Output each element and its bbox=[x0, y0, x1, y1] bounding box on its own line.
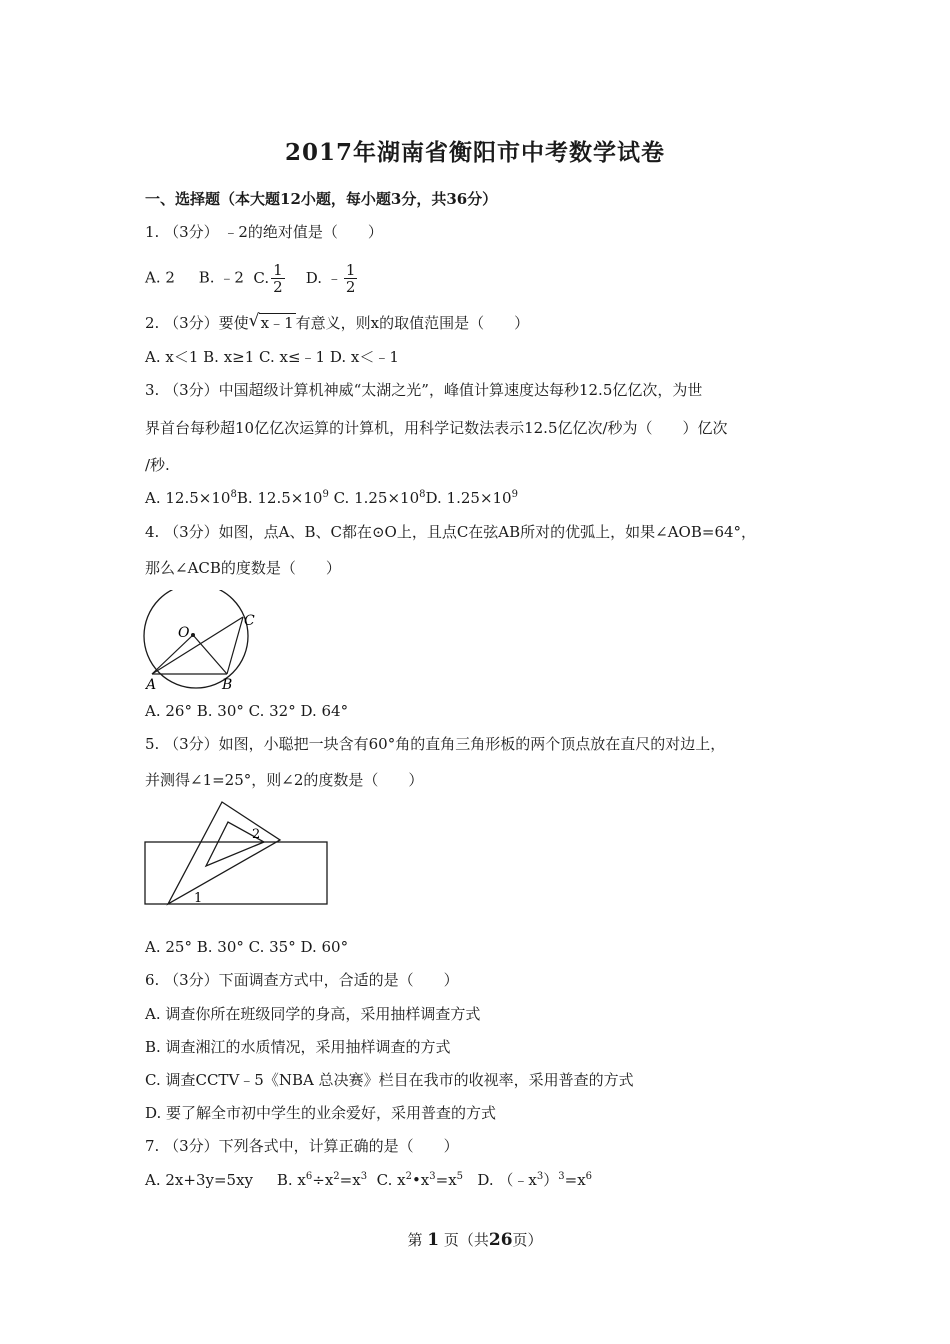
q7-option-c: C. $x^2•x^3=x^5$ bbox=[376, 1171, 464, 1189]
question-6-stem: 6. （3分）下面调查方式中，合适的是（ ） bbox=[145, 971, 459, 989]
question-6-option-a: A. 调查你所在班级同学的身高，采用抽样调查方式 bbox=[145, 1005, 481, 1023]
angle-1-label: 1 bbox=[194, 891, 203, 906]
page-title: 2017年湖南省衡阳市中考数学试卷 bbox=[284, 139, 665, 166]
q7-option-b: B. $x^6\div x^2=x^3$ bbox=[276, 1171, 368, 1189]
question-4-line-1: 4. （3分）如图，点A、B、C都在⊙O上，且点C在弦AB所对的优弧上，如果∠AOB=64°， bbox=[145, 523, 757, 541]
label-a: A bbox=[146, 677, 157, 693]
question-6-option-c: C. 调查CCTV﹣5《NBA 总决赛》栏目在我市的收视率，采用普查的方式 bbox=[145, 1071, 634, 1089]
question-7-options bbox=[145, 1170, 592, 1190]
q1-option-b: B. ﹣2 bbox=[198, 268, 244, 287]
q1-option-a: A. 2 bbox=[145, 268, 175, 287]
q1-option-d: D. ﹣ $\frac{1}{2}$ bbox=[305, 261, 356, 296]
question-6-option-d: D. 要了解全市初中学生的业余爱好，采用普查的方式 bbox=[145, 1104, 497, 1122]
current-page-number: 1 bbox=[427, 1230, 440, 1250]
question-2-options: A. x＜1 B. x≥1 C. x≤﹣1 D. x＜﹣1 bbox=[145, 348, 399, 366]
angle-2-label: 2 bbox=[252, 827, 261, 842]
question-3-options: A. $12.5\times 10^8B$. $12.5\times 10^9$ C. $1.25\times 10^8D$. $1.25\times 10^9$ bbox=[145, 489, 518, 507]
segment-ob bbox=[193, 635, 227, 674]
question-7-stem: 7. （3分）下列各式中，计算正确的是（ ） bbox=[145, 1137, 459, 1155]
question-5-line-1: 5. （3分）如图，小聪把一块含有60°角的直角三角形板的两个顶点放在直尺的对边上， bbox=[145, 735, 726, 753]
q1-option-c: C. $\frac{1}{2}$ bbox=[253, 261, 283, 296]
ruler-triangle-figure bbox=[140, 800, 335, 908]
total-page-count: 26 bbox=[488, 1230, 513, 1250]
q7-option-d: D. $(﹣x^3)^3=x^6$ bbox=[477, 1171, 593, 1189]
section-heading-choice: 一、选择题（本大题12小题，每小题3分，共36分） bbox=[145, 190, 498, 208]
triangle-outer bbox=[168, 802, 280, 904]
page-footer: 第 1 页（共26页） bbox=[407, 1230, 543, 1250]
question-2-stem: 2. （3分）要使 √ x﹣1 有意义，则x的取值范围是（ ） bbox=[145, 311, 530, 332]
circle-figure bbox=[138, 590, 268, 694]
center-point bbox=[191, 633, 195, 637]
label-b: B bbox=[222, 677, 233, 693]
question-4-line-2: 那么∠ACB的度数是（ ） bbox=[145, 559, 341, 577]
question-5-line-2: 并测得∠1=25°，则∠2的度数是（ ） bbox=[145, 771, 424, 789]
question-4-options: A. 26° B. 30° C. 32° D. 64° bbox=[145, 702, 349, 720]
label-o: O bbox=[178, 625, 190, 641]
q7-option-a: A. 2x+3y=5xy bbox=[145, 1171, 254, 1189]
question-6-option-b: B. 调查湘江的水质情况，采用抽样调查的方式 bbox=[145, 1038, 451, 1056]
label-c: C bbox=[244, 613, 255, 629]
question-3-line-2: 界首台每秒超10亿亿次运算的计算机，用科学记数法表示12.5亿亿次/秒为（ ）亿次 bbox=[145, 419, 728, 437]
question-5-options: A. 25° B. 30° C. 35° D. 60° bbox=[145, 938, 349, 956]
question-3-line-1: 3. （3分）中国超级计算机神威“太湖之光”，峰值计算速度达每秒12.5亿亿次，为世 bbox=[145, 381, 703, 399]
question-1-stem: 1. （3分） ﹣2的绝对值是（ ） bbox=[145, 223, 383, 241]
question-1-options bbox=[145, 262, 359, 295]
sqrt-expression: √ x﹣1 bbox=[248, 311, 294, 332]
question-3-line-3: /秒. bbox=[145, 456, 170, 474]
